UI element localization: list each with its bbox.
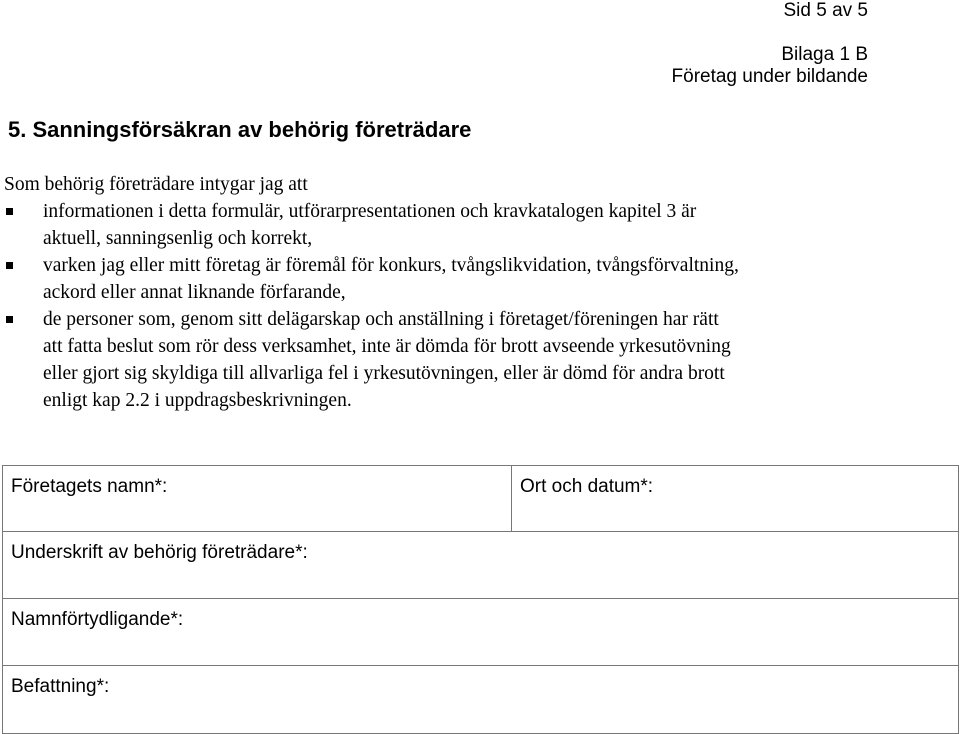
place-date-label: Ort och datum*:: [520, 476, 654, 497]
declaration-item: [0, 252, 740, 306]
position-label: Befattning*:: [11, 676, 110, 697]
signature-field[interactable]: [3, 532, 959, 599]
appendix-header: [672, 44, 868, 88]
appendix-subtitle: Företag under bildande: [671, 66, 868, 87]
company-name-label: Företagets namn*:: [11, 476, 168, 497]
form-row: [3, 532, 959, 599]
company-name-field[interactable]: [3, 466, 512, 532]
square-bullet-icon: [6, 208, 13, 215]
form-row: [3, 599, 959, 666]
declaration-item: [0, 306, 740, 414]
declaration-item-text: de personer som, genom sitt delägarskap och anställning i företaget/föreningen har rätt att fatta beslut som rör dess verksamhet, inte är dömda för brott avseende yrkesutövning eller gjort sig skyldiga till allvarliga fel i yrkesutövningen, eller är dömd för andra brott enligt kap 2.2 i uppdragsbeskrivningen.: [43, 309, 731, 411]
place-date-field[interactable]: [512, 466, 959, 532]
form-row: [3, 666, 959, 734]
declaration-item-text: informationen i detta formulär, utförarpresentationen och kravkatalogen kapitel 3 är aktuell, sanningsenlig och korrekt,: [43, 201, 697, 249]
name-clarification-label: Namnförtydligande*:: [11, 609, 184, 630]
appendix-label: Bilaga 1 B: [781, 44, 868, 65]
name-clarification-field[interactable]: [3, 599, 959, 666]
form-row: [3, 466, 959, 532]
position-field[interactable]: [3, 666, 959, 734]
declaration-list: [0, 198, 740, 414]
section-title: 5. Sanningsförsäkran av behörig företrädare: [8, 117, 472, 142]
square-bullet-icon: [6, 262, 13, 269]
declaration-intro: Som behörig företrädare intygar jag att: [4, 174, 308, 195]
declaration-item-text: varken jag eller mitt företag är föremål för konkurs, tvångslikvidation, tvångsförvaltning, ackord eller annat liknande förfarande,: [43, 255, 739, 303]
signature-form: [2, 465, 959, 734]
page-number: Sid 5 av 5: [783, 0, 868, 21]
square-bullet-icon: [6, 316, 13, 323]
declaration-item: [0, 198, 740, 252]
signature-label: Underskrift av behörig företrädare*:: [11, 542, 308, 563]
